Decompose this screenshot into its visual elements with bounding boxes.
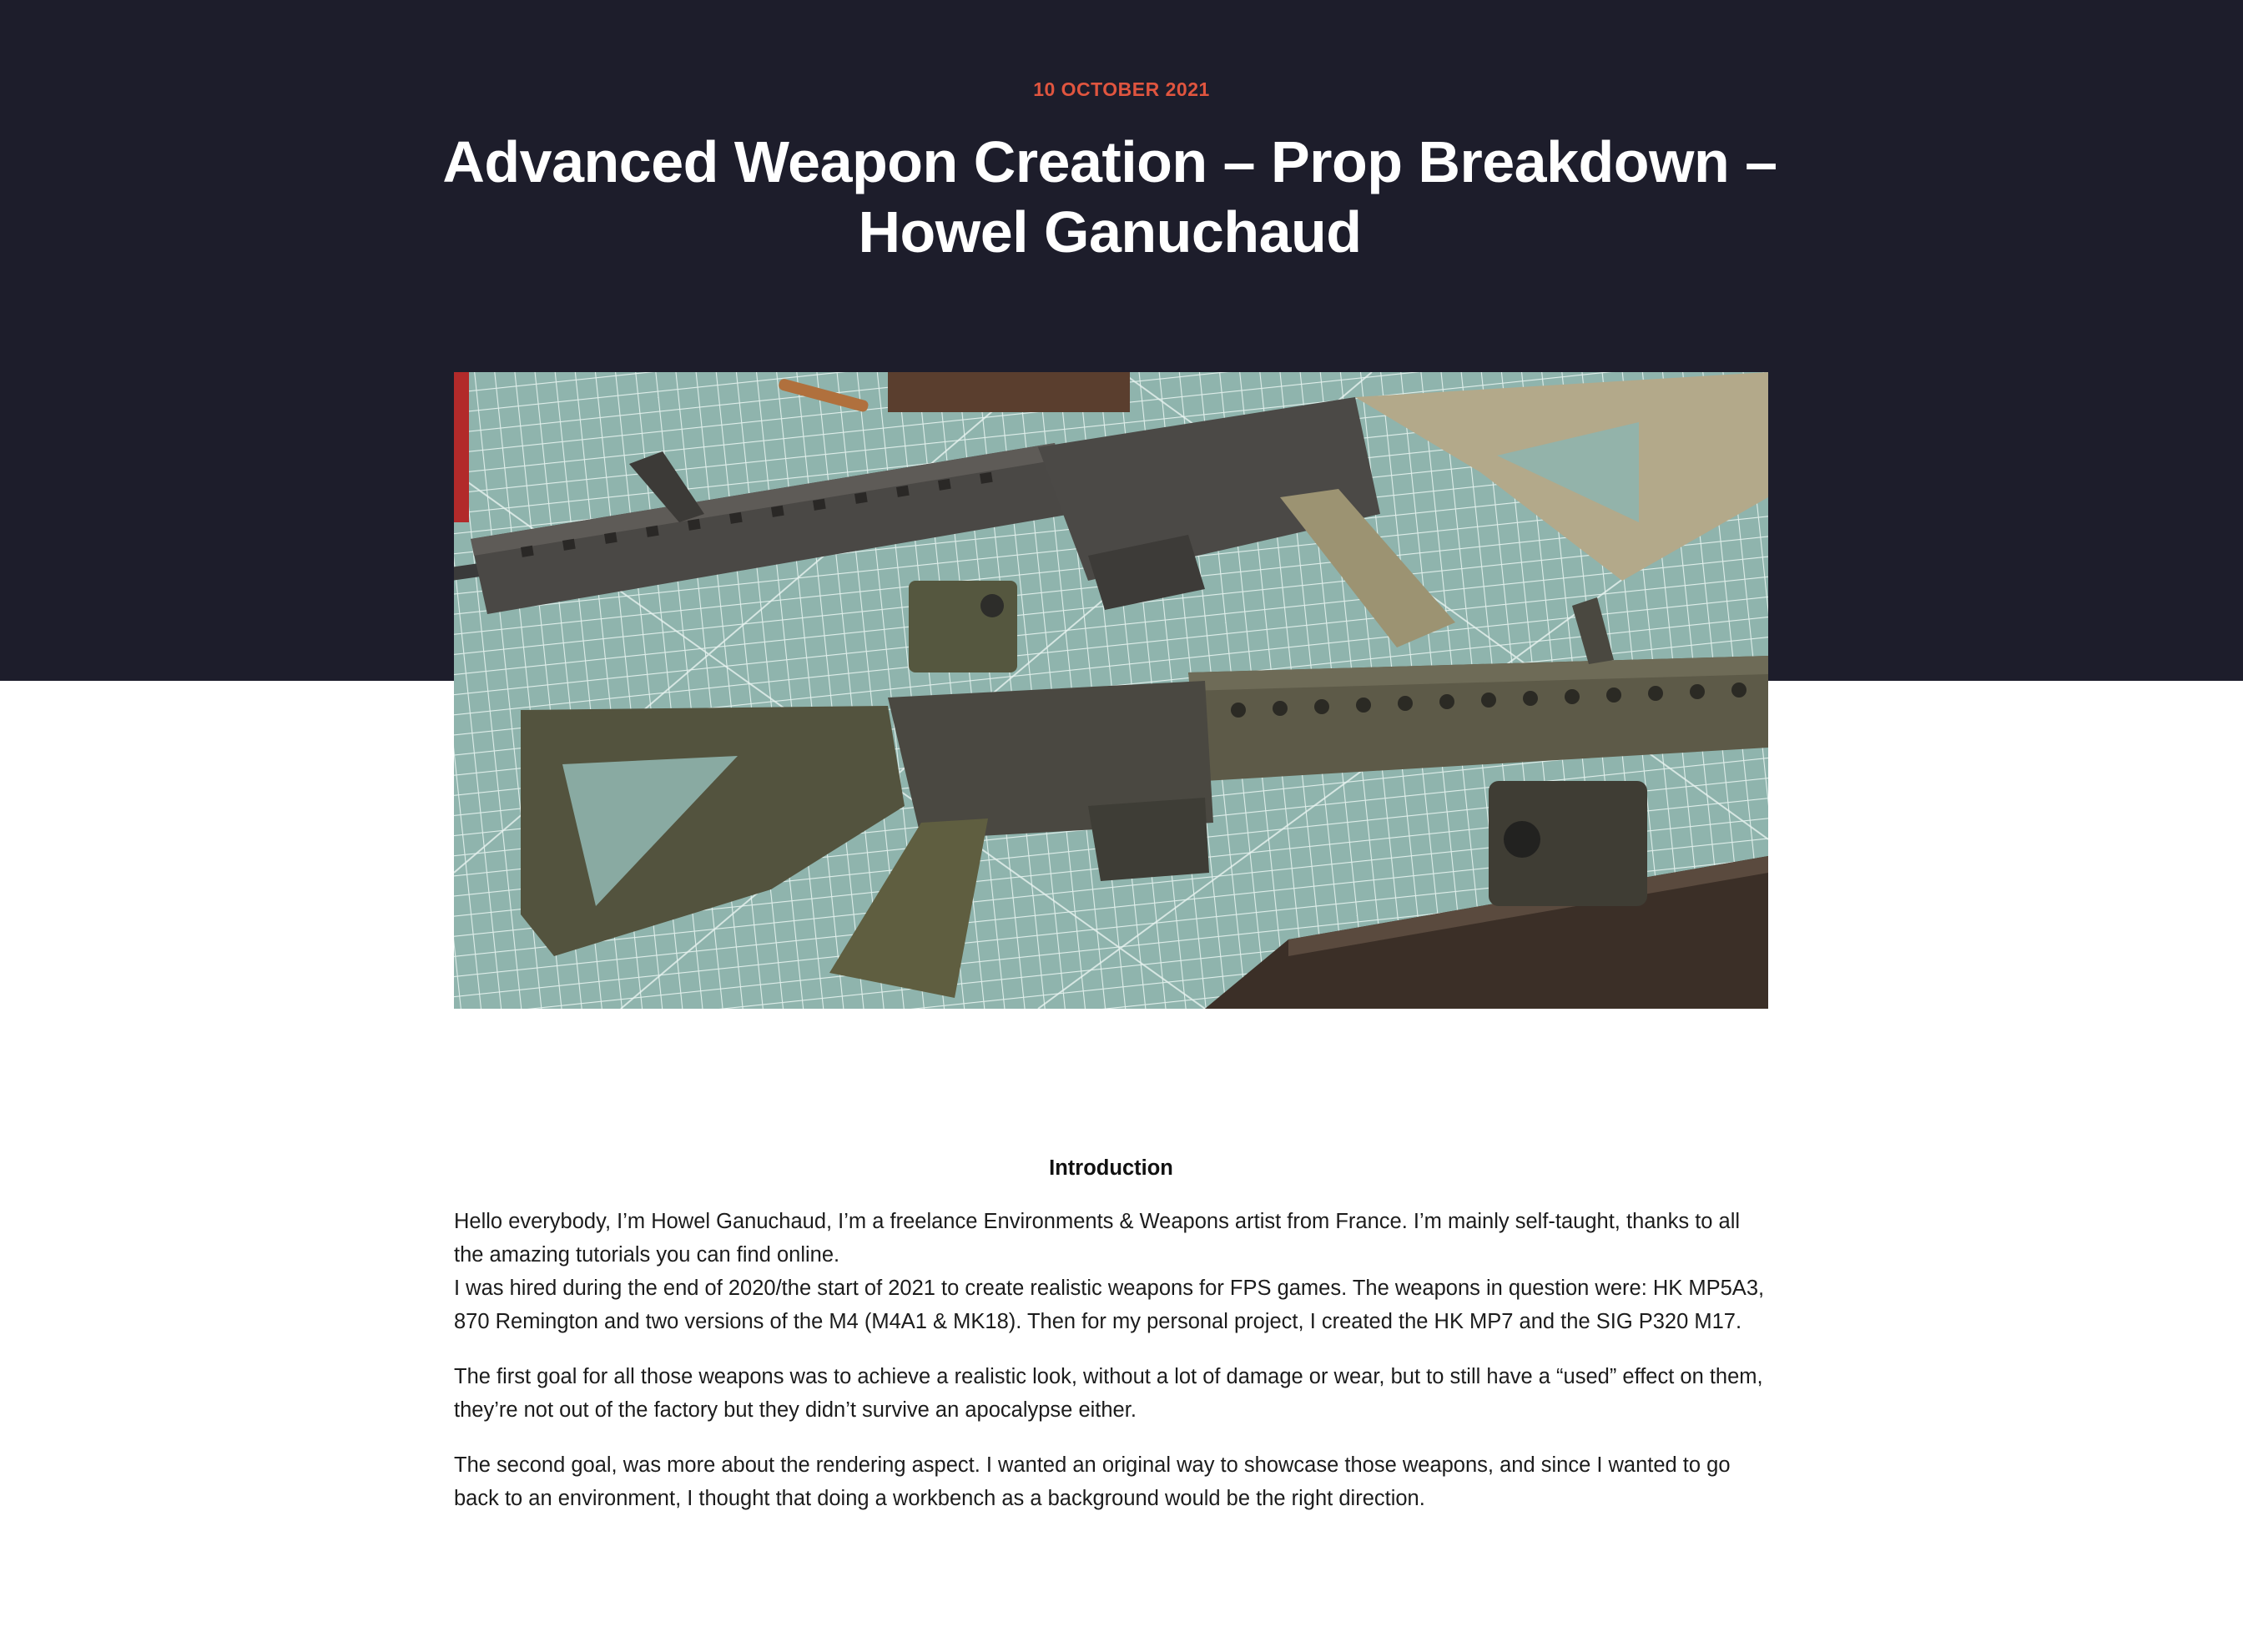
paragraph-intro xyxy=(454,1205,1768,1338)
paragraph-first-goal: The first goal for all those weapons was to achieve a realistic look, without a lot of damage or wear, but to still have a “used” effect on them, they’re not out of the factory but they didn’t survive an apocalypse either. xyxy=(454,1365,1763,1422)
section-heading-introduction: Introduction xyxy=(1049,1156,1173,1180)
paragraph-intro-sentence-1: Hello everybody, I’m Howel Ganuchaud, I’m a freelance Environments & Weapons artist from France. I’m mainly self-taught, thanks to all the amazing tutorials you can find online. xyxy=(454,1210,1741,1267)
hero-image xyxy=(454,372,1768,1009)
rifles-photo-illustration xyxy=(454,372,1768,1009)
post-date: 10 OCTOBER 2021 xyxy=(1033,78,1210,100)
paragraph-intro-sentence-2: I was hired during the end of 2020/the start of 2021 to create realistic weapons for FPS games. The weapons in question were: HK MP5A3, 870 Remington and two versions of the M4 (M4A1 & MK18). Then for my personal project, I created the HK MP7 and the SIG P320 M17. xyxy=(454,1277,1765,1333)
article-body xyxy=(454,1151,1768,1537)
paragraph-second-goal: The second goal, was more about the rendering aspect. I wanted an original way to showcase those weapons, and since I wanted to go back to an environment, I thought that doing a workbench as a background would be the right direction. xyxy=(454,1453,1731,1510)
page-title: Advanced Weapon Creation – Prop Breakdown – Howel Ganuchaud xyxy=(442,129,1777,264)
